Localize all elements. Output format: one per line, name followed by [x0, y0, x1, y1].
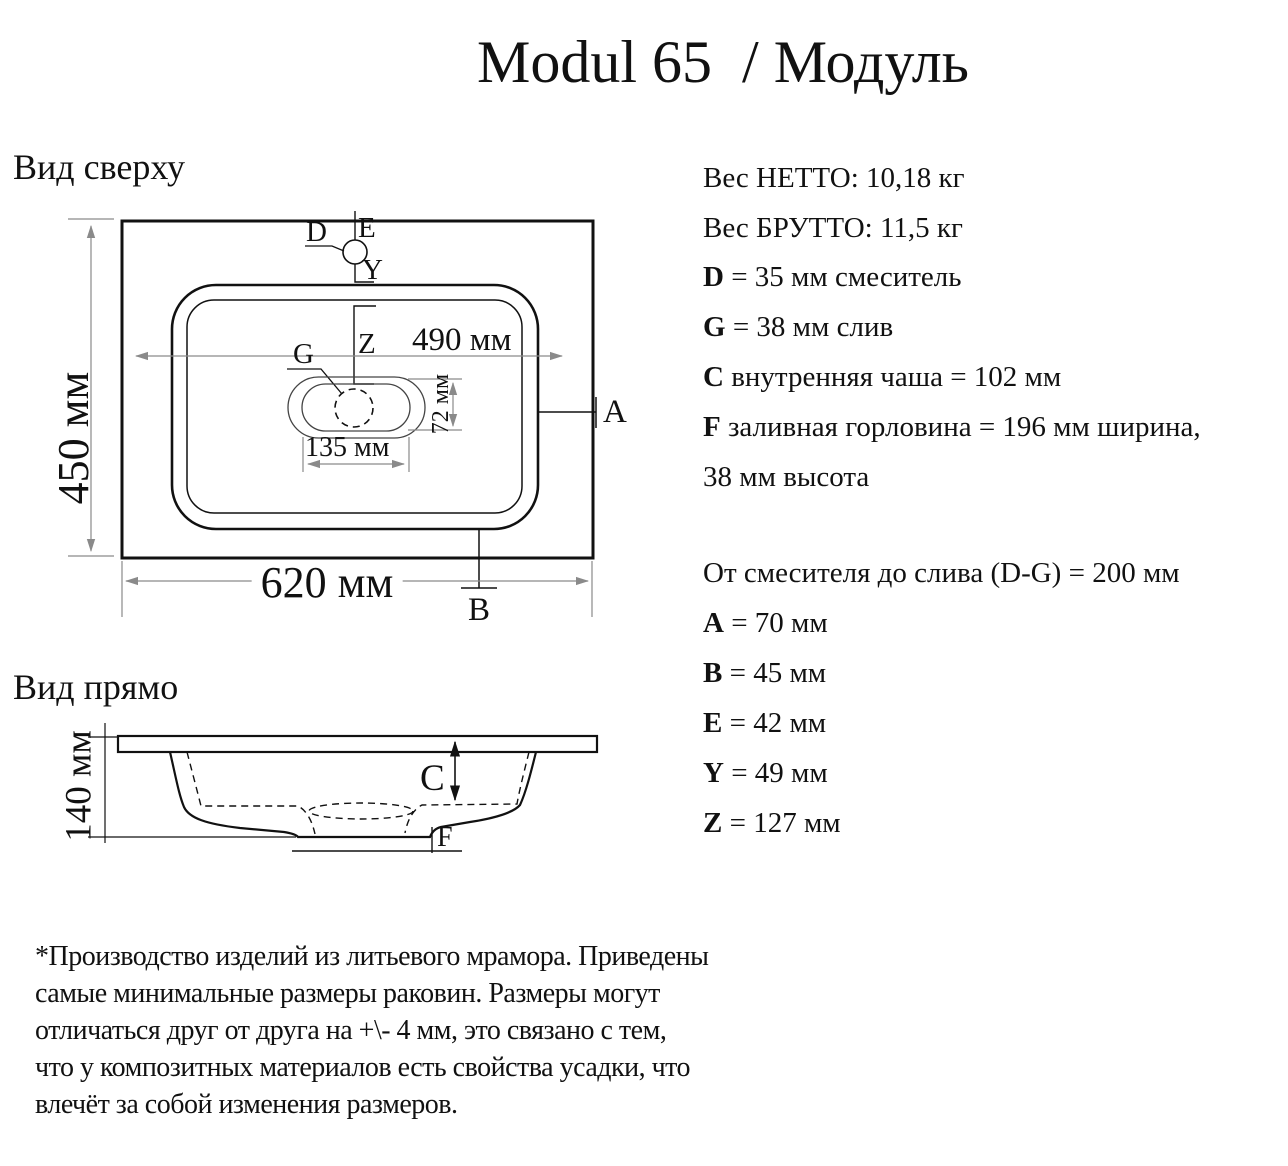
- spec-net-weight: Вес НЕТТО: 10,18 кг: [703, 162, 965, 194]
- footnote-line-3: отличаться друг от друга на +\- 4 мм, это связано с тем,: [35, 1015, 667, 1046]
- spec-dg-distance: От смесителя до слива (D-G) = 200 мм: [703, 557, 1180, 589]
- spec-e: E = 42 мм: [703, 707, 827, 739]
- label-d: D: [306, 216, 327, 248]
- overflow-outer: [288, 377, 425, 438]
- drain-hole: [335, 389, 373, 427]
- dim-450: 450 мм: [49, 371, 98, 505]
- spec-d: D = 35 мм смеситель: [703, 261, 962, 293]
- spec-z: Z = 127 мм: [703, 807, 841, 839]
- dim-490: 490 мм: [412, 322, 512, 358]
- label-c: C: [420, 758, 445, 799]
- leader-a: [538, 397, 596, 428]
- label-a: A: [603, 394, 627, 430]
- page-title: Modul 65 / Модуль: [477, 29, 970, 95]
- spec-c: C внутренняя чаша = 102 мм: [703, 361, 1062, 393]
- footnote-line-4: что у композитных материалов есть свойства усадки, что: [35, 1052, 691, 1083]
- label-b: B: [468, 592, 491, 628]
- dim-140: 140 мм: [58, 730, 100, 842]
- bowl-profile: [170, 752, 536, 837]
- label-g: G: [293, 338, 314, 370]
- spec-y: Y = 49 мм: [703, 757, 828, 789]
- dim-72: 72 мм: [428, 373, 454, 435]
- spec-a: A = 70 мм: [703, 607, 828, 639]
- drain-recess-hidden: [309, 803, 413, 819]
- leader-g: [287, 369, 342, 394]
- label-f: F: [437, 822, 453, 853]
- spec-gross-weight: Вес БРУТТО: 11,5 кг: [703, 212, 963, 244]
- spec-b: B = 45 мм: [703, 657, 827, 689]
- footnote-line-2: самые минимальные размеры раковин. Размеры могут: [35, 978, 660, 1009]
- footnote-line-5: влечёт за собой изменения размеров.: [35, 1089, 458, 1120]
- top-view-drawing: [122, 211, 596, 588]
- dim-620: 620 мм: [252, 561, 403, 605]
- dim-140-lines: [88, 723, 296, 843]
- label-y: Y: [362, 254, 383, 286]
- dim-135: 135 мм: [305, 432, 390, 463]
- spec-f: F заливная горловина = 196 мм ширина,: [703, 411, 1201, 443]
- spec-g: G = 38 мм слив: [703, 311, 894, 343]
- front-view-drawing: [88, 723, 597, 853]
- overflow-inner: [302, 384, 410, 431]
- label-e: E: [358, 212, 376, 244]
- spec-f-cont: 38 мм высота: [703, 461, 870, 493]
- front-view-heading: Вид прямо: [13, 667, 179, 707]
- top-view-heading: Вид сверху: [13, 147, 185, 187]
- label-z: Z: [358, 328, 376, 360]
- footnote-line-1: *Производство изделий из литьевого мрамора. Приведены: [35, 941, 709, 972]
- counter-slab: [118, 736, 597, 752]
